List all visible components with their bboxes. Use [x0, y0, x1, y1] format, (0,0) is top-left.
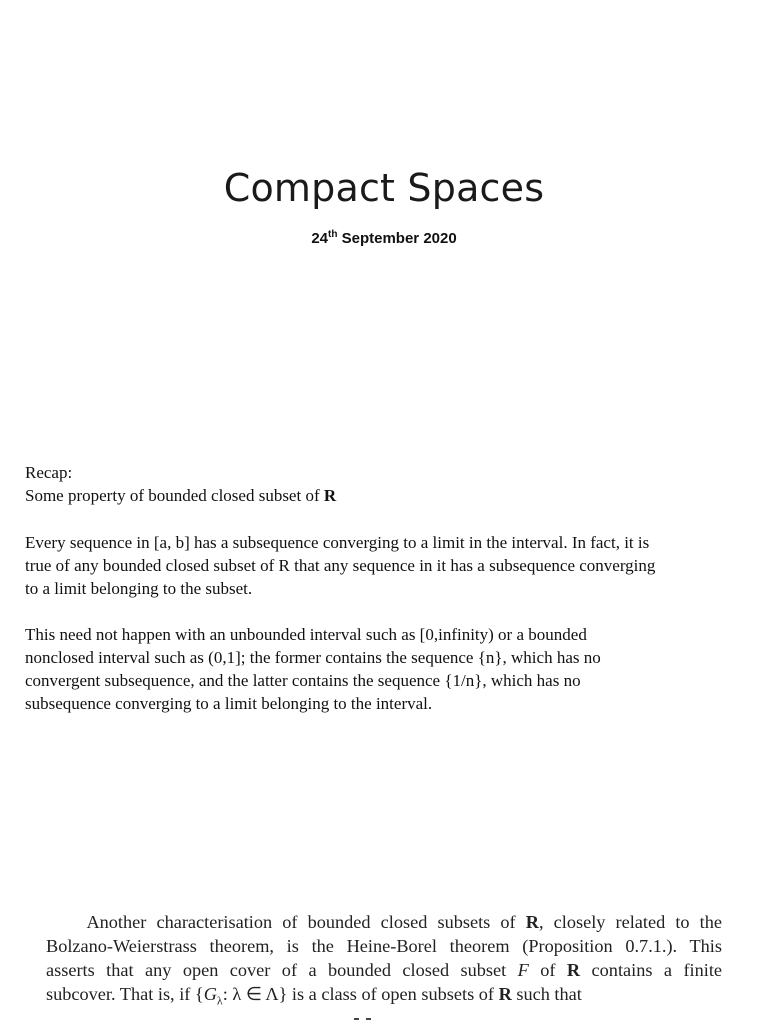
excerpt-line-1 — [46, 910, 722, 934]
excerpt-line-1-bold: R — [525, 912, 539, 932]
excerpt-line-3-a: asserts that any open cover of a bounded closed subset — [46, 960, 518, 980]
excerpt-line-4-subscript: λ — [216, 993, 223, 1008]
slide-title: Compact Spaces — [223, 166, 545, 210]
excerpt-line-3-italic: F — [517, 960, 529, 980]
recap-line-bold: R — [323, 486, 337, 505]
excerpt-line-4-f: such that — [511, 984, 582, 1004]
paragraph-sequences — [25, 531, 747, 600]
date-rest: September 2020 — [337, 230, 457, 247]
excerpt-line-3-bold: R — [566, 960, 581, 980]
slide-date — [0, 230, 768, 247]
date-day: 24 — [311, 230, 328, 247]
paragraph1-line-2: true of any bounded closed subset of R that any sequence in it has a subsequence converging — [25, 556, 656, 575]
excerpt-line-3-e: contains a finite — [580, 960, 723, 980]
paragraph1-line-1: Every sequence in [a, b] has a subsequence converging to a limit in the interval. In fact, it is — [25, 533, 650, 552]
excerpt-line-3-c: of — [528, 960, 567, 980]
excerpt-line-3 — [46, 958, 722, 982]
paragraph2-line-2: nonclosed interval such as (0,1]; the former contains the sequence {n}, which has no — [25, 648, 601, 667]
paragraph1-line-3: to a limit belonging to the subset. — [25, 579, 253, 598]
paragraph2-line-1: This need not happen with an unbounded interval such as [0,infinity) or a bounded — [25, 625, 587, 644]
paragraph-counterexamples — [25, 623, 747, 715]
paragraph2-line-4: subsequence converging to a limit belonging to the interval. — [25, 694, 433, 713]
excerpt-line-1-c: , closely related to the — [538, 912, 723, 932]
date-suffix: th — [328, 229, 338, 240]
textbook-excerpt — [46, 910, 722, 1013]
recap-block — [25, 461, 747, 507]
excerpt-line-4-bold: R — [498, 984, 512, 1004]
excerpt-line-4 — [46, 982, 722, 1013]
cropped-formula-fragment — [352, 1016, 376, 1022]
recap-line — [25, 484, 747, 507]
excerpt-line-4-italic: G — [203, 984, 217, 1004]
excerpt-line-2: Bolzano-Weierstrass theorem, is the Heine-Borel theorem (Proposition 0.7.1.). This — [46, 936, 722, 956]
recap-heading: Recap: — [25, 463, 73, 482]
recap-line-text: Some property of bounded closed subset of — [25, 486, 324, 505]
excerpt-line-4-d: : λ ∈ Λ} is a class of open subsets of — [222, 984, 499, 1004]
excerpt-line-1-a: Another characterisation of bounded closed subsets of — [86, 912, 526, 932]
excerpt-line-4-a: subcover. That is, if { — [46, 984, 204, 1004]
paragraph2-line-3: convergent subsequence, and the latter contains the sequence {1/n}, which has no — [25, 671, 581, 690]
